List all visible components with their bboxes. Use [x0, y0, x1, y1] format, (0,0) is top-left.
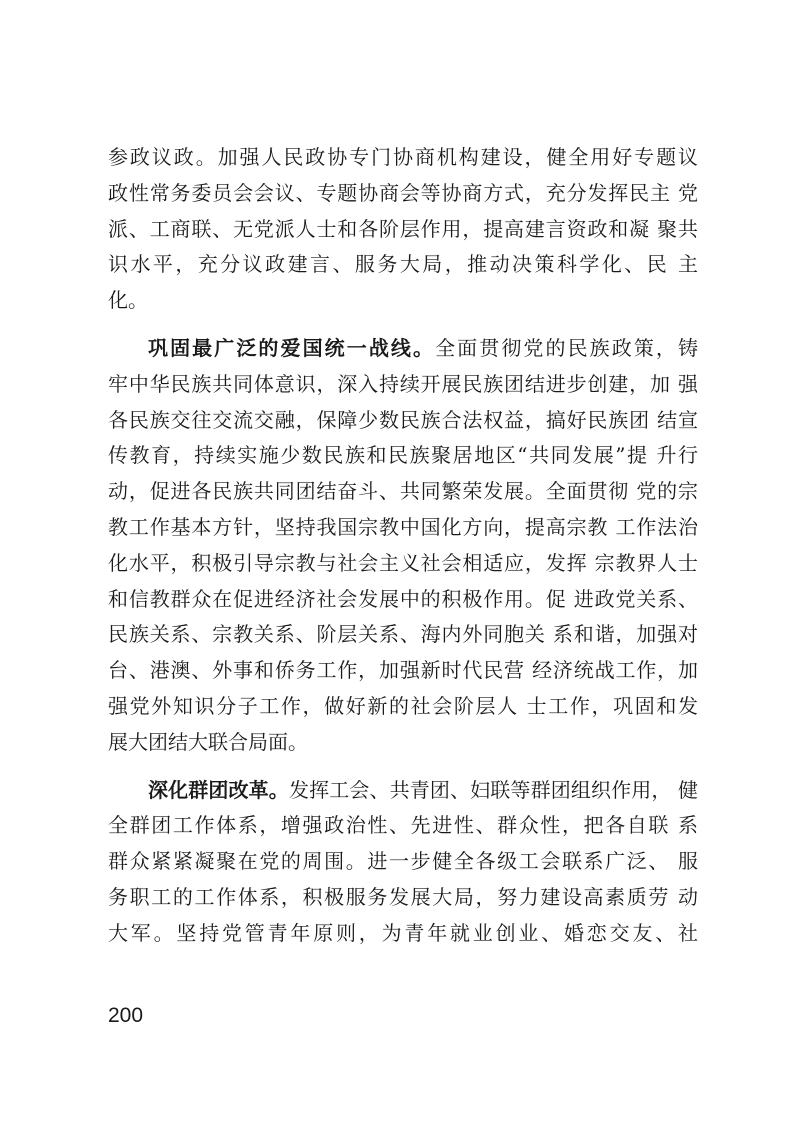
- text-line: 教工作基本方针，坚持我国宗教中国化方向，提高宗教 工作法治: [108, 514, 698, 539]
- text-line: 动，促进各民族共同团结奋斗、共同繁荣发展。全面贯彻 党的宗: [108, 479, 698, 504]
- paragraph-political-consultation: [108, 140, 698, 319]
- text-line: [108, 331, 698, 367]
- text-line: 化。: [108, 288, 148, 313]
- text-line: 全群团工作体系，增强政治性、先进性、群众性，把各自联 系: [108, 813, 698, 838]
- paragraph-mass-organization-reform: [108, 773, 698, 952]
- text-line: 传教育，持续实施少数民族和民族聚居地区“共同发展”提 升行: [108, 443, 698, 468]
- paragraph-heading: 深化群团改革。: [148, 777, 289, 802]
- text-line: 展大团结大联合局面。: [108, 729, 308, 754]
- text-line: 派、工商联、无党派人士和各阶层作用，提高建言资政和凝 聚共: [108, 216, 698, 241]
- text-line-rest: 全面贯彻党的民族政策，铸: [435, 335, 699, 360]
- text-line: 民族关系、宗教关系、阶层关系、海内外同胞关 系和谐，加强对: [108, 622, 698, 647]
- text-line: 政性常务委员会会议、专题协商会等协商方式，充分发挥民主 党: [108, 180, 698, 205]
- text-line: 强党外知识分子工作，做好新的社会阶层人 士工作，巩固和发: [108, 693, 698, 718]
- text-line: 牢中华民族共同体意识，深入持续开展民族团结进步创建，加 强: [108, 371, 698, 396]
- text-line: 化水平，积极引导宗教与社会主义社会相适应，发挥 宗教界人士: [108, 550, 698, 575]
- text-line: 台、港澳、外事和侨务工作，加强新时代民营 经济统战工作，加: [108, 658, 698, 683]
- text-line: [108, 773, 698, 809]
- text-line: 各民族交往交流交融，保障少数民族合法权益，搞好民族团 结宣: [108, 407, 698, 432]
- text-line-rest: 发挥工会、共青团、妇联等群团组织作用， 健: [288, 777, 699, 802]
- document-body: [108, 140, 698, 952]
- text-line: 务职工的工作体系，积极服务发展大局，努力建设高素质劳 动: [108, 884, 698, 909]
- page-number: 200: [108, 1004, 144, 1027]
- text-line: 参政议政。加强人民政协专门协商机构建设，健全用好专题议: [108, 145, 698, 169]
- text-line: 识水平，充分议政建言、服务大局，推动决策科学化、民 主: [108, 252, 698, 277]
- text-line: 大军。坚持党管青年原则，为青年就业创业、婚恋交友、社: [108, 920, 698, 945]
- text-line: 群众紧紧凝聚在党的周围。进一步健全各级工会联系广泛、 服: [108, 849, 698, 874]
- paragraph-heading: 巩固最广泛的爱国统一战线。: [148, 335, 436, 360]
- paragraph-united-front: [108, 331, 698, 761]
- text-line: 和信教群众在促进经济社会发展中的积极作用。促 进政党关系、: [108, 586, 698, 611]
